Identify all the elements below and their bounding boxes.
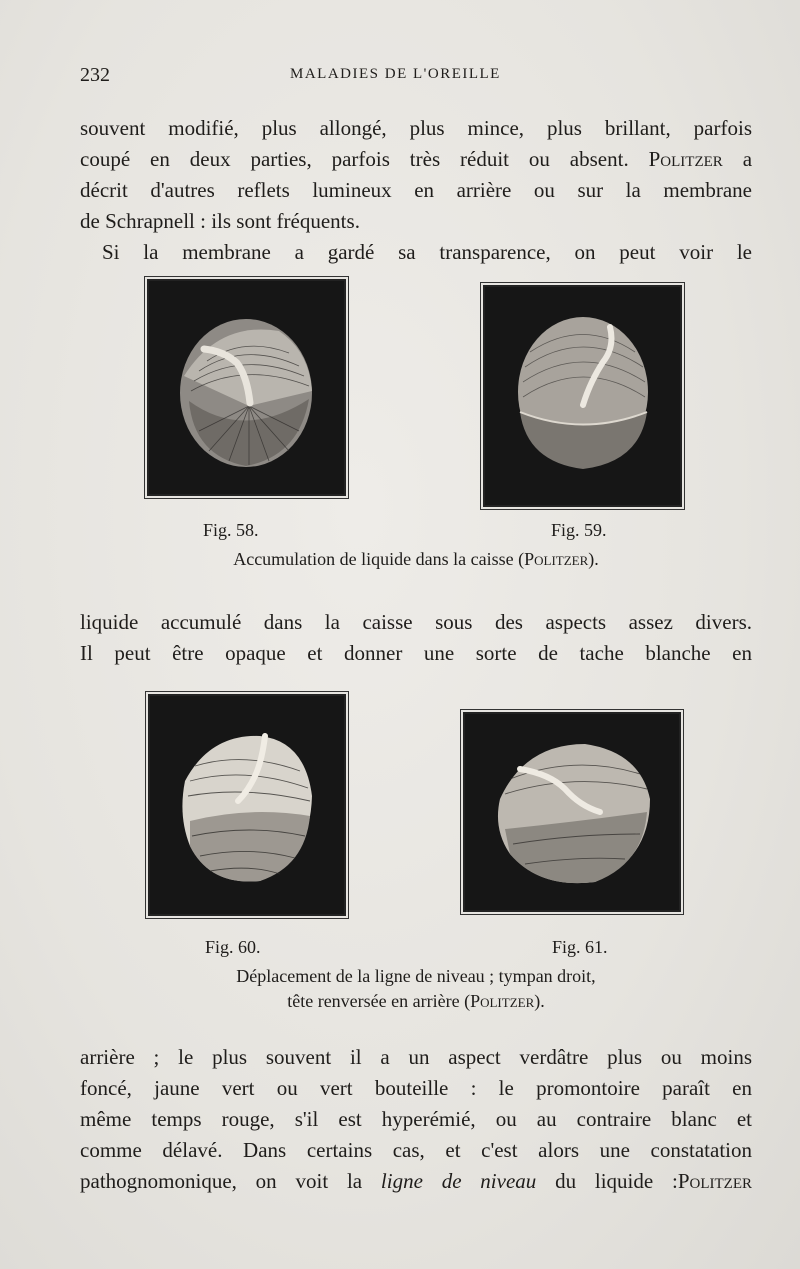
author-name: Politzer [677,1169,752,1193]
figure-caption-60-61: Déplacement de la ligne de niveau ; tympan droit, tête renversée en arrière (Politzer). [236,966,596,1011]
text-line: coupé en deux parties, parfois très réduit ou absent. Politzer a [80,147,753,171]
text-line: comme délavé. Dans certains cas, et c'est alors une constatation [80,1138,752,1162]
text-line: arrière ; le plus souvent il a un aspect verdâtre plus ou moins [80,1045,752,1069]
text-line: de Schrapnell : ils sont fréquents. [80,209,360,233]
figure-60-illustration [148,694,346,916]
figure-caption-58-59: Accumulation de liquide dans la caisse (Politzer). [233,549,599,569]
text-line: Si la membrane a gardé sa transparence, on peut voir le [102,240,752,264]
figure-58-illustration [147,279,346,496]
paragraph-3 [80,1042,752,1197]
text-line: décrit d'autres reflets lumineux en arrière ou sur la membrane [80,178,752,202]
author-name: Politzer [470,991,535,1011]
paragraph-1 [80,113,752,268]
running-header [80,64,750,92]
author-name: Politzer [648,147,723,171]
text-line: Il peut être opaque et donner une sorte de tache blanche en [80,641,752,665]
caption-line: Déplacement de la ligne de niveau ; tympan droit, [236,966,596,986]
figure-60-label: Fig. 60. [205,937,261,957]
text-line: foncé, jaune vert ou vert bouteille : le promontoire paraît en [80,1076,752,1100]
paragraph-2 [80,607,752,669]
figure-61-illustration [463,712,681,912]
figure-61-label: Fig. 61. [552,937,608,957]
text-line: souvent modifié, plus allongé, plus mince, plus brillant, parfois [80,116,752,140]
text-line: liquide accumulé dans la caisse sous des aspects assez divers. [80,610,752,634]
running-title: MALADIES DE L'OREILLE [290,66,501,82]
text-line: pathognomonique, on voit la ligne de niveau du liquide :Politzer [80,1169,752,1193]
author-name: Politzer [524,549,589,569]
italic-term: ligne de niveau [380,1169,537,1193]
figure-59-label: Fig. 59. [551,520,607,540]
text-line: même temps rouge, s'il est hyperémié, ou au contraire blanc et [80,1107,752,1131]
figure-58-label: Fig. 58. [203,520,259,540]
figure-59-illustration [483,285,682,507]
page-number: 232 [80,64,110,86]
